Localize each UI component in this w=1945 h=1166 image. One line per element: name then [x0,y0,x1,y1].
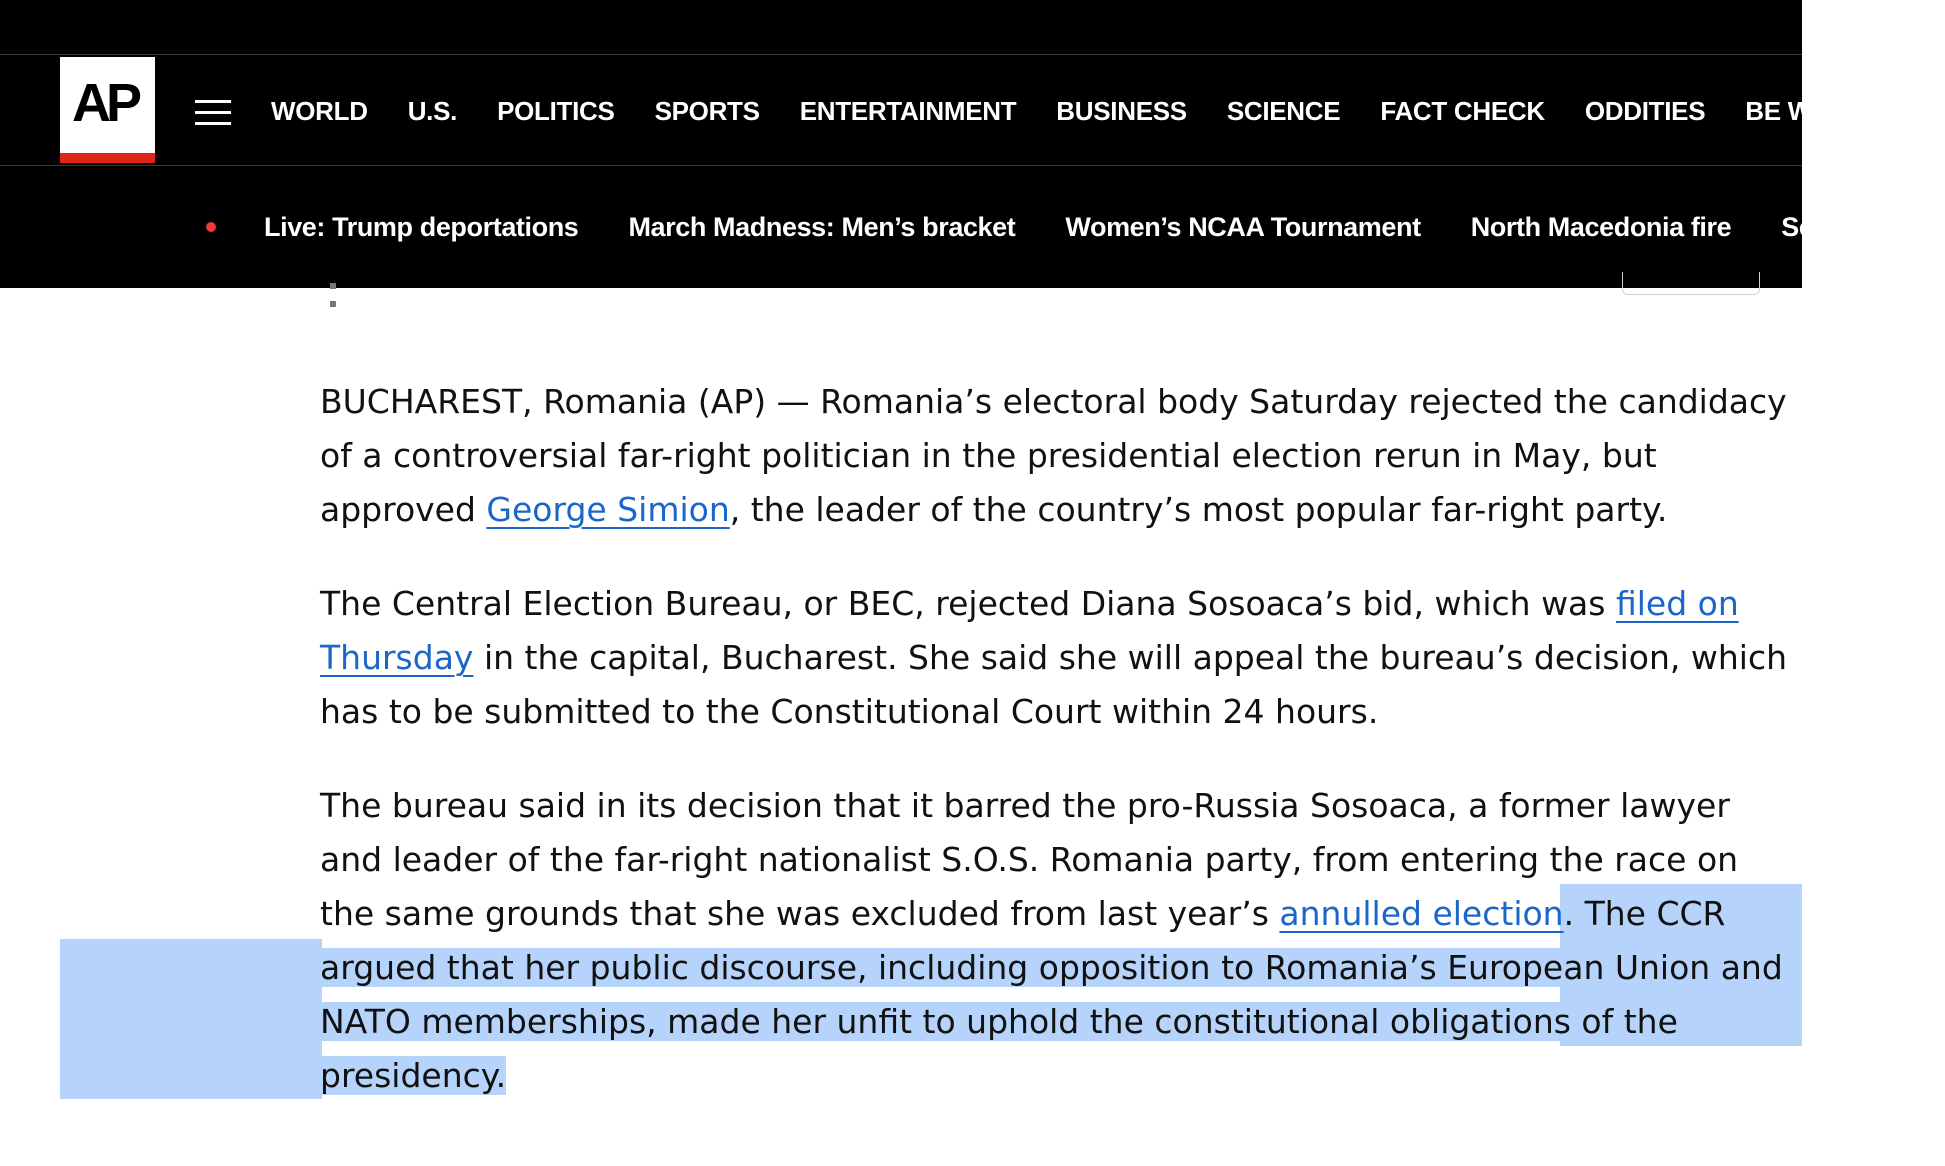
share-button-remnant[interactable] [1622,272,1760,295]
trending-item-march-madness[interactable]: March Madness: Men’s bracket [628,211,1016,242]
link-george-simion[interactable]: George Simion [486,490,730,529]
byline-remnant [318,276,678,286]
section-nav [271,55,1900,167]
nav-fact-check[interactable]: FACT CHECK [1380,95,1545,126]
nav-entertainment[interactable]: ENTERTAINMENT [799,95,1017,126]
nav-business[interactable]: BUSINESS [1056,95,1187,126]
live-dot-icon [206,222,216,232]
main-navigation [0,54,1861,166]
hamburger-menu-icon[interactable] [195,100,231,126]
article-paragraph: The Central Election Bureau, or BEC, rejected Diana Sosoaca’s bid, which was filed on Thursday in the capital, Bucharest. She said she will appeal the bureau’s decision, which has to be submitted to the Constitutional Court within 24 hours. [320,584,1788,731]
trending-item-severe-weather[interactable]: Severe w [1781,211,1896,242]
article-paragraph: BUCHAREST, Romania (AP) — Romania’s electoral body Saturday rejected the candidacy of a controversial far-right politician in the presidential election rerun in May, but approved George Simion, the leader of the country’s most popular far-right party. [320,382,1787,529]
nav-politics[interactable]: POLITICS [497,95,615,126]
nav-world[interactable]: WORLD [271,95,368,126]
nav-be-well[interactable]: BE WELL [1745,95,1861,126]
nav-science[interactable]: SCIENCE [1226,95,1341,126]
nav-sports[interactable]: SPORTS [654,95,760,126]
nav-us[interactable]: U.S. [407,95,458,126]
nav-oddities[interactable]: ODDITIES [1584,95,1706,126]
trending-bar [0,166,1896,288]
browser-top-bar [0,0,1802,54]
link-annulled-election[interactable]: annulled election [1279,894,1564,933]
trending-links [264,166,1945,288]
trending-item-trump-deportations[interactable]: Live: Trump deportations [264,211,579,242]
article-paragraph: The bureau said in its decision that it barred the pro-Russia Sosoaca, a former lawyer and leader of the far-right nationalist S.O.S. Romania party, from entering the race on the same grounds that she was excluded from last year’s annulled election. The CCR argued that her public discourse, including opposition to Romania’s European Union and NATO memberships, made her unfit to uphold the constitutional obligations of the presidency. [320,786,1783,1095]
link-filed-on-thursday[interactable]: filed on Thursday [320,584,1739,677]
trending-item-womens-ncaa[interactable]: Women’s NCAA Tournament [1065,211,1421,242]
logo-text: AP [71,73,137,133]
selection-highlight-left [60,939,322,1099]
article-body [320,375,1790,1143]
selected-text: The CCR argued that her public discourse, including opposition to Romania’s European Union and NATO memberships, made her unfit to uphold the constitutional obligations of the presidency. [320,894,1783,1095]
trending-item-north-macedonia-fire[interactable]: North Macedonia fire [1470,211,1732,242]
ap-logo[interactable] [60,57,155,163]
